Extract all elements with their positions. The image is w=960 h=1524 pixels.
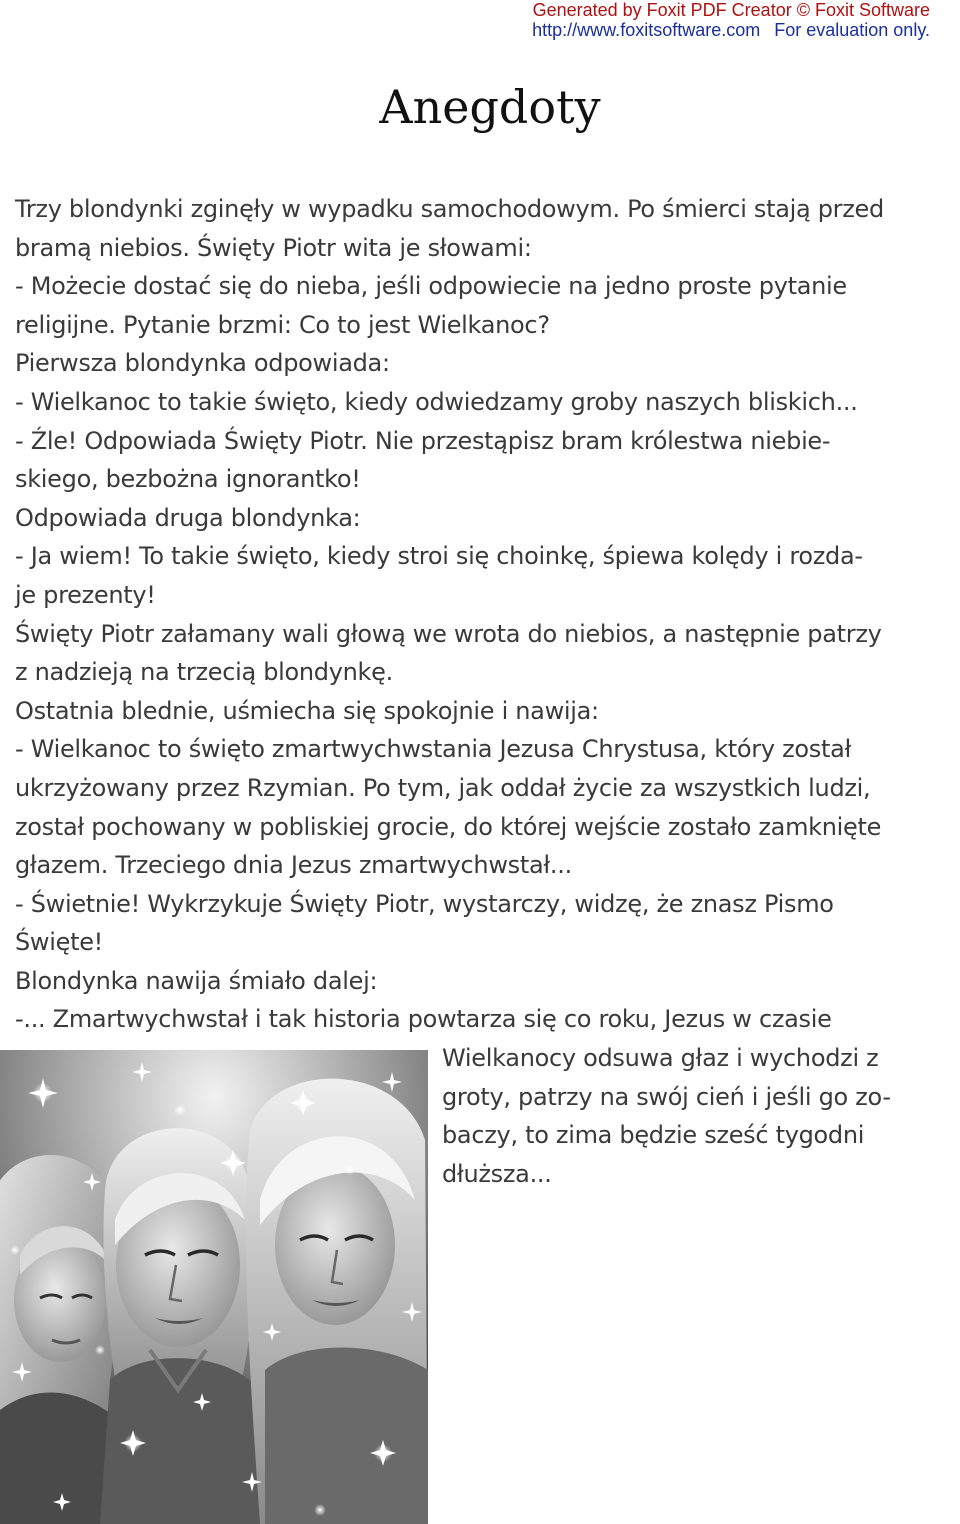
text-line: Odpowiada druga blondynka: <box>15 503 361 532</box>
text-line: Trzy blondynki zginęły w wypadku samochodowym. Po śmierci stają przed <box>15 195 884 223</box>
text-line: Święte! <box>15 928 103 957</box>
watermark-url: http://www.foxitsoftware.com <box>532 20 761 40</box>
text-line: dłuższa... <box>442 1159 552 1188</box>
text-line: groty, patrzy na swój cień i jeśli go zo- <box>442 1082 891 1111</box>
text-line: bramą niebios. Święty Piotr wita je słowami: <box>15 233 532 262</box>
woman-right <box>246 1079 428 1524</box>
page-title: Anegdoty <box>379 80 601 134</box>
foxit-watermark <box>532 0 930 40</box>
text-line: został pochowany w pobliskiej grocie, do której wejście zostało zamknięte <box>15 812 882 841</box>
text-line: - Ja wiem! To takie święto, kiedy stroi się choinkę, śpiewa kolędy i rozda- <box>15 542 863 571</box>
text-line: Ostatnia blednie, uśmiecha się spokojnie i nawija: <box>15 696 599 725</box>
text-line: - Możecie dostać się do nieba, jeśli odpowiecie na jedno proste pytanie <box>15 272 847 301</box>
photo-illustration <box>0 1050 428 1524</box>
text-line: -... Zmartwychwstał i tak historia powtarza się co roku, Jezus w czasie <box>15 1005 832 1034</box>
watermark-line1: Generated by Foxit PDF Creator © Foxit Software <box>532 0 930 20</box>
text-line: - Świetnie! Wykrzykuje Święty Piotr, wystarczy, widzę, że znasz Pismo <box>15 889 834 918</box>
watermark-note: For evaluation only. <box>774 20 930 40</box>
text-line: głazem. Trzeciego dnia Jezus zmartwychwstał... <box>15 851 572 880</box>
text-line: Blondynka nawija śmiało dalej: <box>15 966 378 995</box>
text-line: - Wielkanoc to takie święto, kiedy odwiedzamy groby naszych bliskich... <box>15 387 858 416</box>
text-line: ukrzyżowany przez Rzymian. Po tym, jak oddał życie za wszystkich ludzi, <box>15 773 871 802</box>
blondes-photo <box>0 1050 428 1524</box>
text-line: religijne. Pytanie brzmi: Co to jest Wielkanoc? <box>15 310 550 339</box>
text-line: skiego, bezbożna ignorantko! <box>15 465 361 494</box>
woman-center <box>100 1128 265 1524</box>
text-line: - Wielkanoc to święto zmartwychwstania Jezusa Chrystusa, który został <box>15 735 852 764</box>
watermark-line2 <box>532 20 930 40</box>
text-line: Pierwsza blondynka odpowiada: <box>15 349 390 378</box>
text-line: baczy, to zima będzie sześć tygodni <box>442 1121 865 1150</box>
joke-text <box>15 190 960 1193</box>
text-line: z nadzieją na trzecią blondynkę. <box>15 658 393 687</box>
text-line: Święty Piotr załamany wali głową we wrota do niebios, a następnie patrzy <box>15 619 882 648</box>
text-line: Wielkanocy odsuwa głaz i wychodzi z <box>442 1044 879 1073</box>
text-line: je prezenty! <box>15 580 156 609</box>
text-line: - Źle! Odpowiada Święty Piotr. Nie przestąpisz bram królestwa niebie- <box>15 426 831 455</box>
